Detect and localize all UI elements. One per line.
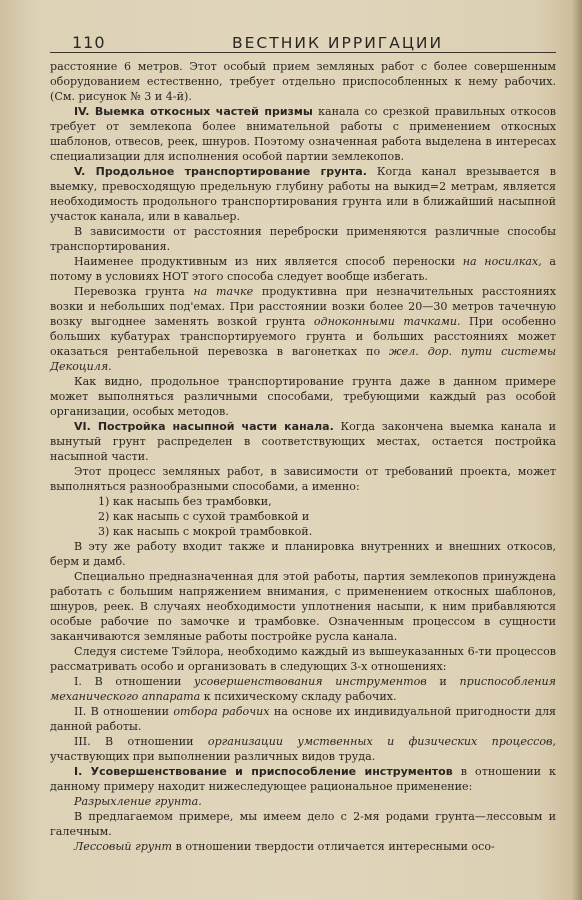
page-edge-shadow [572,0,582,900]
section-v: V. Продольное транспортирование грунта. Когда канал врезывается в выемку, превосходящую предельную глубину работы на выкид=2 метрам, является необходимость продольного транспортирования грунта или в ближайший насыпной участок канала, или в кавальер. [50,165,556,223]
relation-iii: III. В отношении организации умственных и физических процессов, участвующих при выполнении различных видов труда. [50,735,556,763]
journal-title: ВЕСТНИК ИРРИГАЦИИ [232,34,444,52]
paragraph: В зависимости от расстояния переброски применяются различные способы транспортирования. [50,225,556,253]
list-item: 1) как насыпь без трамбовки, [98,495,272,508]
list-item: 2) как насыпь с сухой трамбовкой и [98,510,310,523]
section-vi: VI. Постройка насыпной части канала. Когда закончена выемка канала и вынутый грунт распределен в соответствующих местах, остается постройка насыпной части. [50,420,556,463]
section-heading: IV. Выемка откосных частей призмы [74,105,313,118]
list-item: 3) как насыпь с мокрой трамбовкой. [98,525,313,538]
paragraph: Этот процесс земляных работ, в зависимости от требований проекта, может выполняться разнообразными способами, а именно: [50,465,556,493]
paragraph: В предлагаемом примере, мы имеем дело с 2-мя родами грунта—лессовым и галечным. [50,810,556,838]
relation-i: I. В отношении усовершенствования инструментов и приспособления механического аппарата к психическому складу рабочих. [50,675,557,703]
paragraph: Следуя системе Тэйлора, необходимо каждый из вышеуказанных 6-ти процессов рассматривать особо и организовать в следующих 3-х отношениях: [50,645,556,673]
article-body [50,59,556,854]
paragraph: Как видно, продольное транспортирование грунта даже в данном примере может выполняться различными способами, требующими каждый раз особой организации, особых методов. [50,375,556,418]
relation-ii: II. В отношении отбора рабочих на основе их индивидуальной пригодности для данной работы. [50,705,556,733]
paragraph-continuation: расстояние 6 метров. Этот особый прием земляных работ с более совершенным оборудованием естественно, требует отдельно приспособленных к нему рабочих. (См. рисунок № 3 и 4-й). [50,60,556,103]
section-iv: IV. Выемка откосных частей призмы канала со срезкой правильных откосов требует от землекопа более внимательной работы с применением откосных шаблонов, отвесов, реек, шнуров. Поэтому означенная работа выделена в интересах специализации для исполнения особой партии землекопов. [50,105,556,163]
paragraph: Перевозка грунта на тачке продуктивна при незначительных расстояниях возки и небольших под'емах. При расстоянии возки более 20—30 метров тачечную возку выгоднее заменять возкой грунта одноконными тачками. При особенно больших кубатурах транспортируемого грунта и больших расстояниях может оказаться рентабельной перевозка в вагонетках по жел. дор. пути системы Декоциля. [50,285,556,373]
paragraph: Лессовый грунт в отношении твердости отличается интересными осо- [74,840,495,853]
page-header [50,28,556,53]
subheading: Разрыхление грунта. [74,795,202,808]
paragraph: Специально предназначенная для этой работы, партия землекопов принуждена работать с большим напряжением внимания, с применением откосных шаблонов, шнуров, реек. В случаях необходимости уплотнения насыпи, к ним прибавляются особые рабочие по замочке и трамбовке. Означенным процессом в сущности заканчиваются земляные работы постройке русла канала. [50,570,556,643]
section-heading: V. Продольное транспортирование грунта. [74,165,367,178]
section-heading: VI. Постройка насыпной части канала. [74,420,334,433]
section-heading: I. Усовершенствование и приспособление инструментов [74,765,453,778]
section-i: I. Усовершенствование и приспособление инструментов в отношении к данному примеру находит нижеследующее рациональное применение: [50,765,556,793]
paragraph: Наименее продуктивным из них является способ переноски на носилках, а потому в условиях НОТ этого способа следует вообще избегать. [50,255,556,283]
paragraph: В эту же работу входит также и планировка внутренних и внешних откосов, берм и дамб. [50,540,556,568]
page-number: 110 [72,33,106,52]
